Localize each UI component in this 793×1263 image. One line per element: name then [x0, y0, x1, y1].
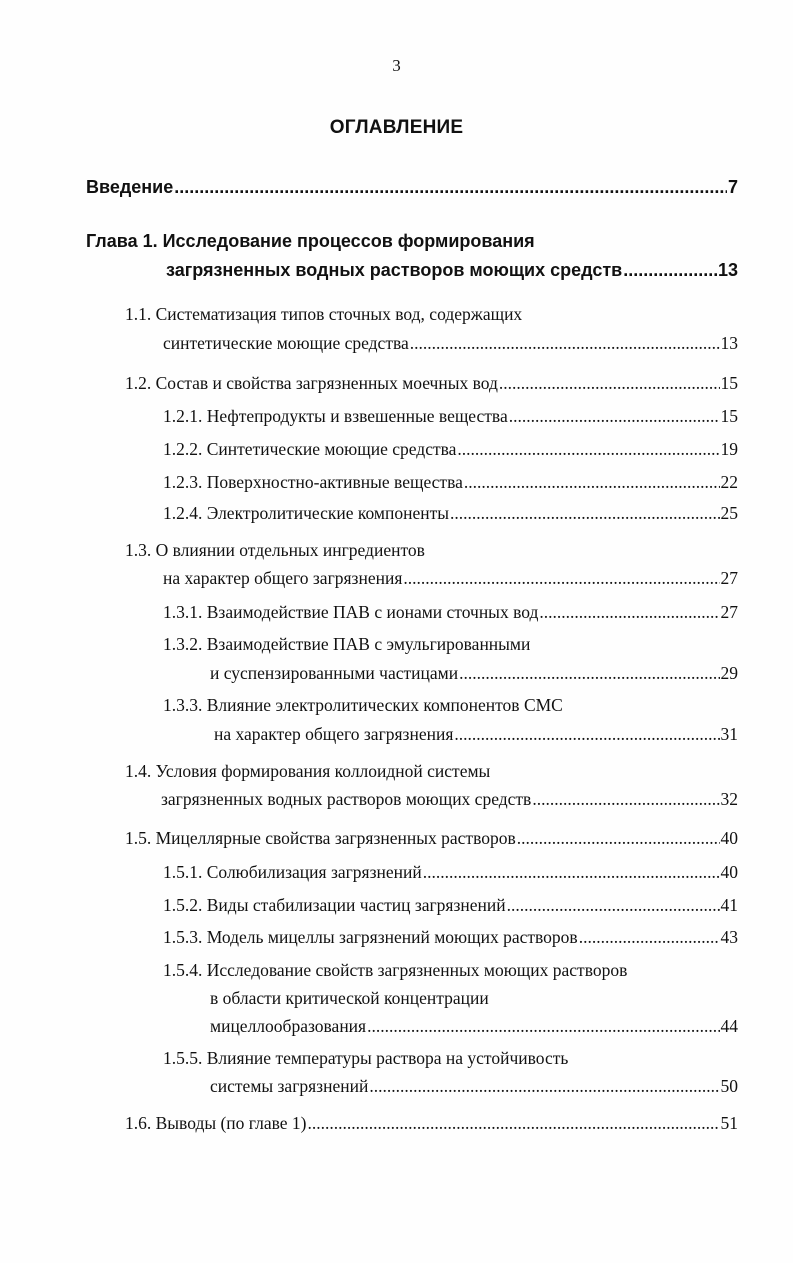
- dot-leader: [517, 825, 720, 851]
- toc-section-title: [163, 1045, 738, 1071]
- toc-page-number: 13: [717, 260, 738, 280]
- toc-entry-1-2: [125, 370, 738, 396]
- toc-entry-title: 1.2.4. Электролитические компоненты: [163, 503, 449, 523]
- dot-leader: [457, 436, 719, 462]
- toc-page-number: 31: [720, 724, 738, 744]
- toc-entry-title-cont: загрязненных водных растворов моющих средств: [166, 260, 623, 280]
- toc-entry-title-cont: системы загрязнений: [210, 1076, 369, 1096]
- dot-leader: [539, 599, 719, 625]
- toc-entry-1-3: [163, 565, 738, 591]
- toc-page-number: 44: [720, 1016, 738, 1036]
- toc-entry-1-4: [161, 786, 738, 812]
- toc-entry-title: 1.5.1. Солюбилизация загрязнений: [163, 862, 422, 882]
- dot-leader: [499, 370, 720, 396]
- toc-entry-title-cont: мицеллообразования: [210, 1016, 367, 1036]
- toc-page-number: 29: [720, 663, 738, 683]
- dot-leader: [450, 500, 720, 526]
- toc-chapter-title: [86, 228, 738, 254]
- dot-leader: [459, 660, 719, 686]
- toc-entry-title: Глава 1. Исследование процессов формирования: [86, 231, 535, 251]
- toc-entry-title: 1.3. О влиянии отдельных ингредиентов: [125, 540, 425, 560]
- dot-leader: [509, 403, 720, 429]
- toc-entry-title: 1.3.2. Взаимодействие ПАВ с эмульгированными: [163, 634, 531, 654]
- toc-entry-title-cont: синтетические моющие средства: [163, 333, 409, 353]
- dot-leader: [532, 786, 719, 812]
- toc-page-number: 40: [720, 862, 738, 882]
- toc-entry-1-3-2: [210, 660, 738, 686]
- toc-section-title: [163, 957, 738, 983]
- toc-title: ОГЛАВЛЕНИЕ: [329, 117, 464, 138]
- toc-entry-1-3-3: [214, 721, 738, 747]
- dot-leader: [403, 565, 719, 591]
- toc-section-title: [125, 537, 738, 563]
- toc-entry-title: 1.5.3. Модель мицеллы загрязнений моющих растворов: [163, 927, 578, 947]
- dot-leader: [174, 174, 727, 200]
- toc-page-number: 15: [720, 406, 738, 426]
- toc-section-title: [125, 758, 738, 784]
- toc-page-number: 27: [720, 602, 738, 622]
- toc-page-number: 40: [720, 828, 738, 848]
- dot-leader: [579, 924, 720, 950]
- toc-entry-title: 1.2. Состав и свойства загрязненных моечных вод: [125, 373, 498, 393]
- toc-page-number: 7: [727, 177, 738, 197]
- toc-entry-1-5-4: [210, 1013, 738, 1039]
- toc-section-title-cont: [210, 985, 738, 1011]
- toc-page-number: 32: [720, 789, 738, 809]
- toc-entry-1-3-1: [163, 599, 738, 625]
- dot-leader: [507, 892, 720, 918]
- toc-entry-title: 1.4. Условия формирования коллоидной системы: [125, 761, 491, 781]
- dot-leader: [410, 330, 720, 356]
- toc-entry-title: 1.6. Выводы (по главе 1): [125, 1113, 307, 1133]
- toc-entry-title-cont: и суспензированными частицами: [210, 663, 459, 683]
- dot-leader: [369, 1073, 719, 1099]
- toc-entry-chapter-1: [166, 257, 738, 283]
- toc-page-number: 22: [720, 472, 738, 492]
- toc-entry-title: 1.5.5. Влияние температуры раствора на устойчивость: [163, 1048, 569, 1068]
- toc-entry-1-5-1: [163, 859, 738, 885]
- dot-leader: [623, 257, 717, 283]
- toc-entry-title-cont: в области критической концентрации: [210, 988, 489, 1008]
- toc-entry-1-5-5: [210, 1073, 738, 1099]
- page-number: 3: [392, 56, 401, 75]
- toc-entry-title: 1.2.2. Синтетические моющие средства: [163, 439, 457, 459]
- toc-entry-title-cont: на характер общего загрязнения: [163, 568, 403, 588]
- dot-leader: [367, 1013, 719, 1039]
- toc-section-title: [163, 631, 738, 657]
- toc-page-number: 41: [720, 895, 738, 915]
- toc-entry-title: 1.3.1. Взаимодействие ПАВ с ионами сточных вод: [163, 602, 539, 622]
- toc-entry-1-1: [163, 330, 738, 356]
- toc-entry-title-cont: загрязненных водных растворов моющих средств: [161, 789, 532, 809]
- toc-entry-title: 1.2.3. Поверхностно-активные вещества: [163, 472, 463, 492]
- dot-leader: [464, 469, 720, 495]
- toc-page-number: 13: [720, 333, 738, 353]
- dot-leader: [307, 1110, 719, 1136]
- toc-page-number: 19: [720, 439, 738, 459]
- toc-page-number: 43: [720, 927, 738, 947]
- toc-section-title: [125, 301, 738, 327]
- toc-entry-title: 1.1. Систематизация типов сточных вод, содержащих: [125, 304, 523, 324]
- toc-page-number: 51: [720, 1113, 738, 1133]
- toc-entry-title: 1.2.1. Нефтепродукты и взвешенные вещества: [163, 406, 508, 426]
- toc-section-title: [163, 692, 738, 718]
- toc-page-number: 50: [720, 1076, 738, 1096]
- toc-entry-title: 1.5.4. Исследование свойств загрязненных моющих растворов: [163, 960, 628, 980]
- toc-entry-1-2-4: [163, 500, 738, 526]
- toc-entry-title-cont: на характер общего загрязнения: [214, 724, 454, 744]
- toc-entry-1-5-2: [163, 892, 738, 918]
- toc-entry-1-2-2: [163, 436, 738, 462]
- toc-entry-introduction: [86, 174, 738, 200]
- toc-entry-title: 1.3.3. Влияние электролитических компонентов СМС: [163, 695, 563, 715]
- toc-page-number: 27: [720, 568, 738, 588]
- toc-entry-title: 1.5. Мицеллярные свойства загрязненных растворов: [125, 828, 516, 848]
- dot-leader: [423, 859, 720, 885]
- dot-leader: [454, 721, 719, 747]
- toc-entry-1-5: [125, 825, 738, 851]
- toc-entry-1-6: [125, 1110, 738, 1136]
- toc-entry-1-2-3: [163, 469, 738, 495]
- toc-entry-1-5-3: [163, 924, 738, 950]
- toc-page-number: 15: [720, 373, 738, 393]
- toc-page-number: 25: [720, 503, 738, 523]
- toc-entry-1-2-1: [163, 403, 738, 429]
- toc-entry-title: Введение: [86, 177, 174, 197]
- toc-entry-title: 1.5.2. Виды стабилизации частиц загрязнений: [163, 895, 506, 915]
